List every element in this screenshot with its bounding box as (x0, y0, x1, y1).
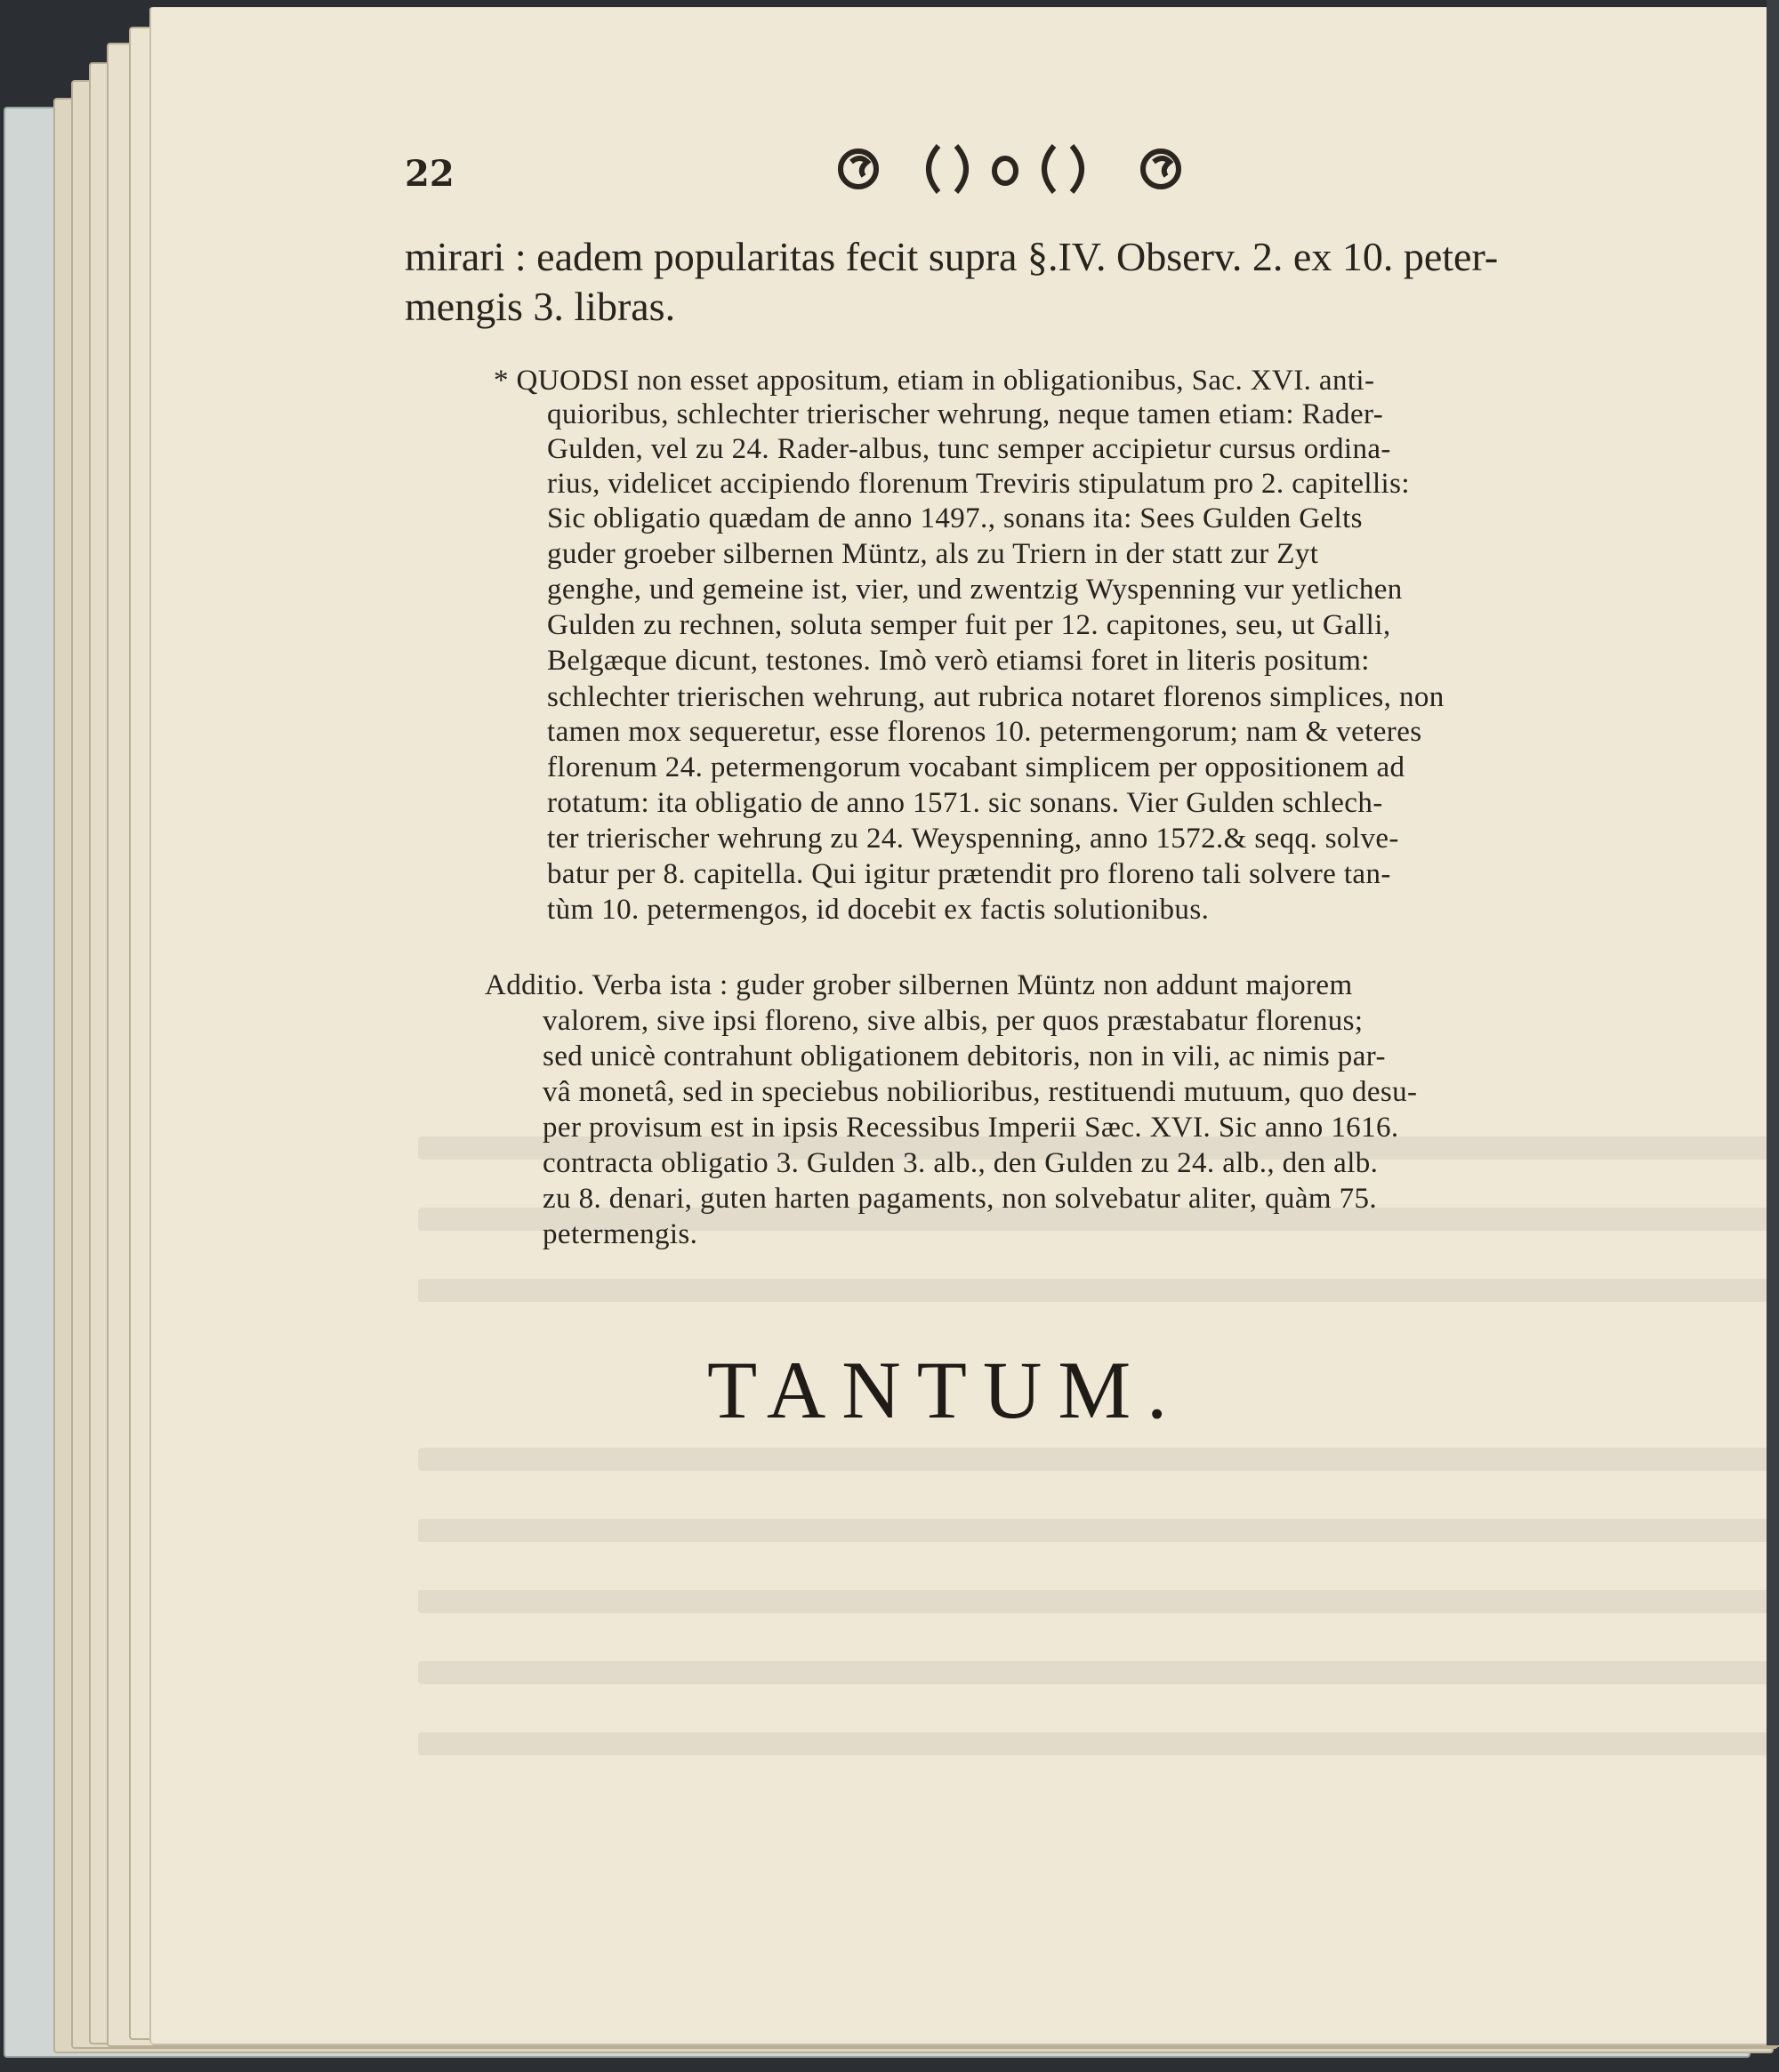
show-through-line (418, 1448, 1770, 1471)
show-through-line (418, 1661, 1770, 1684)
text-line: Additio. Verba ista : guder grober silbernen Müntz non addunt majorem (485, 969, 1353, 1001)
text-line: zu 8. denari, guten harten pagaments, non solvebatur aliter, quàm 75. (543, 1183, 1378, 1215)
text-line: per provisum est in ipsis Recessibus Imperii Sæc. XVI. Sic anno 1616. (543, 1112, 1399, 1144)
text-line: rotatum: ita obligatio de anno 1571. sic sonans. Vier Gulden schlech- (547, 787, 1383, 819)
text-line: contracta obligatio 3. Gulden 3. alb., den Gulden zu 24. alb., den alb. (543, 1147, 1379, 1179)
text-line: sed unicè contrahunt obligationem debitoris, non in vili, ac nimis par- (543, 1040, 1386, 1072)
text-line: petermengis. (543, 1218, 698, 1250)
text-line: genghe, und gemeine ist, vier, und zwentzig Wyspenning vur yetlichen (547, 574, 1403, 606)
text-line: quioribus, schlechter trierischer wehrung, neque tamen etiam: Rader- (547, 398, 1384, 430)
header-ornament (832, 135, 1187, 206)
text-line: * QUODSI non esset appositum, etiam in obligationibus, Sac. XVI. anti- (494, 365, 1375, 397)
text-line: guder groeber silbernen Müntz, als zu Triern in der statt zur Zyt (547, 538, 1319, 570)
show-through-line (418, 1590, 1770, 1613)
text-line: vâ monetâ, sed in speciebus nobilioribus, restituendi mutuum, quo desu- (543, 1076, 1418, 1108)
text-line: Gulden zu rechnen, soluta semper fuit per 12. capitones, seu, ut Galli, (547, 609, 1391, 641)
show-through-line (418, 1519, 1770, 1542)
text-line: tamen mox sequeretur, esse florenos 10. petermengorum; nam & veteres (547, 716, 1422, 748)
text-line: rius, videlicet accipiendo florenum Treviris stipulatum pro 2. capitellis: (547, 468, 1410, 500)
text-line: Belgæque dicunt, testones. Imò verò etiamsi foret in literis positum: (547, 645, 1370, 677)
closing-word: TANTUM. (707, 1345, 1184, 1435)
show-through-line (418, 1279, 1770, 1302)
text-line: batur per 8. capitella. Qui igitur prætendit pro floreno tali solvere tan- (547, 858, 1391, 890)
text-line: Sic obligatio quædam de anno 1497., sonans ita: Sees Gulden Gelts (547, 502, 1363, 534)
page-number: 22 (405, 153, 455, 195)
text-line: ter trierischer wehrung zu 24. Weyspenning, anno 1572.& seqq. solve- (547, 823, 1399, 855)
text-line: schlechter trierischen wehrung, aut rubrica notaret florenos simplices, non (547, 681, 1445, 713)
text-line: tùm 10. petermengos, id docebit ex factis solutionibus. (547, 894, 1210, 926)
text-line: mengis 3. libras. (405, 284, 676, 329)
text-line: mirari : eadem popularitas fecit supra §.IV. Observ. 2. ex 10. peter- (405, 234, 1499, 279)
text-line: florenum 24. petermengorum vocabant simplicem per oppositionem ad (547, 751, 1405, 783)
show-through-line (418, 1732, 1770, 1755)
text-line: valorem, sive ipsi floreno, sive albis, per quos præstabatur florenus; (543, 1005, 1364, 1037)
text-line: Gulden, vel zu 24. Rader-albus, tunc semper accipietur cursus ordina- (547, 433, 1391, 465)
binding-edge (1767, 0, 1779, 2045)
